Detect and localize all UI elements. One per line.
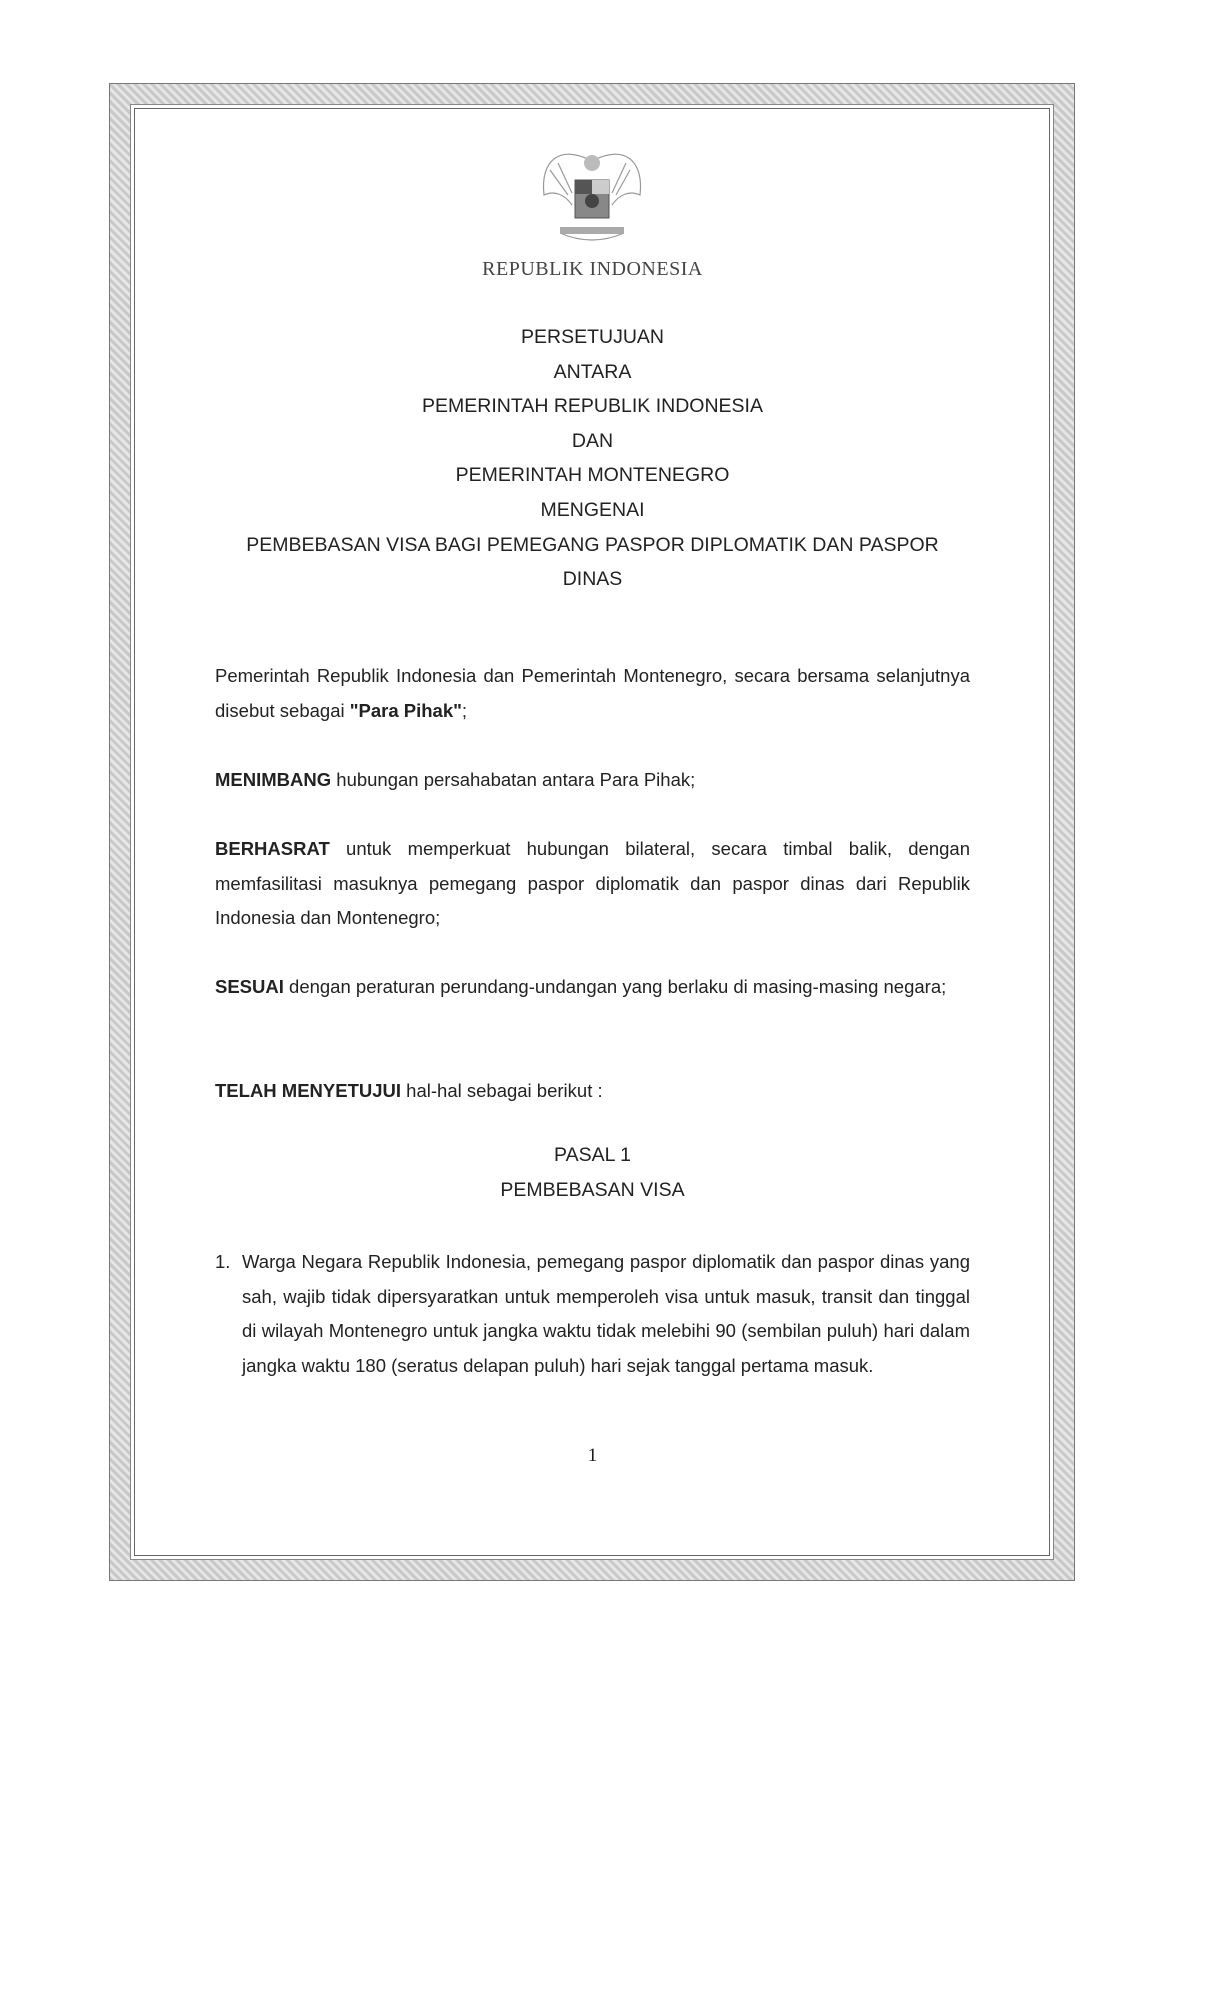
intro-paragraph — [215, 659, 970, 728]
article-number: PASAL 1 — [554, 1144, 631, 1166]
sesuai-text: dengan peraturan perundang-undangan yang berlaku di masing-masing negara; — [283, 976, 947, 997]
menimbang-key: MENIMBANG — [215, 769, 332, 790]
article-title: PEMBEBASAN VISA — [500, 1178, 685, 1201]
title-line: MENGENAI — [540, 498, 645, 521]
title-line: ANTARA — [553, 360, 632, 383]
country-heading: REPUBLIK INDONESIA — [482, 258, 703, 280]
sesuai-paragraph — [215, 970, 970, 1005]
title-line: DAN — [571, 429, 614, 452]
berhasrat-key: BERHASRAT — [215, 838, 330, 859]
intro-text: Pemerintah Republik Indonesia dan Pemerintah Montenegro, secara bersama selanjutnya disebut sebagai — [215, 665, 970, 721]
item-number: 1. — [215, 1251, 231, 1272]
agreement-title — [215, 320, 970, 597]
title-line: PEMERINTAH MONTENEGRO — [455, 464, 730, 487]
title-line: PEMERINTAH REPUBLIK INDONESIA — [422, 395, 763, 418]
item-text: Warga Negara Republik Indonesia, pemegang paspor diplomatik dan paspor dinas yang sah, wajib tidak dipersyaratkan untuk memperoleh visa untuk masuk, transit dan tinggal di wilayah Montenegro untuk jangka waktu tidak melebihi 90 (sembilan puluh) hari dalam jangka waktu 180 (seratus delapan puluh) hari sejak tanggal pertama masuk. — [242, 1251, 970, 1376]
title-line: PERSETUJUAN — [520, 326, 665, 348]
intro-end: ; — [461, 699, 468, 721]
sesuai-key: SESUAI — [215, 976, 284, 997]
page-number: 1 — [587, 1445, 598, 1466]
telah-text: hal-hal sebagai berikut : — [401, 1080, 603, 1101]
article-heading — [215, 1138, 970, 1207]
telah-menyetujui-paragraph — [215, 1074, 970, 1109]
title-line: PEMBEBASAN VISA BAGI PEMEGANG PASPOR DIPLOMATIK DAN PASPOR DINAS — [246, 533, 939, 591]
telah-key: TELAH MENYETUJUI — [215, 1080, 402, 1101]
menimbang-paragraph — [215, 763, 970, 798]
garuda-emblem-icon — [530, 135, 654, 250]
berhasrat-text: untuk memperkuat hubungan bilateral, secara timbal balik, dengan memfasilitasi masuknya pemegang paspor diplomatik dan paspor dinas dari Republik Indonesia dan Montenegro; — [215, 838, 970, 929]
para-pihak-term: "Para Pihak" — [349, 699, 462, 721]
menimbang-text: hubungan persahabatan antara Para Pihak; — [331, 769, 696, 790]
berhasrat-paragraph — [215, 832, 970, 936]
article-item — [215, 1245, 970, 1383]
